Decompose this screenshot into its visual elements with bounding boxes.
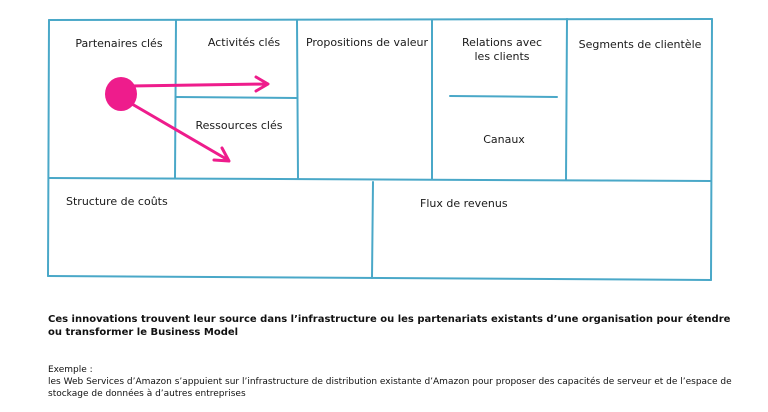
canvas-grid [48, 19, 712, 280]
example-title: Exemple : [48, 365, 93, 375]
divider-activites-ressources [176, 97, 297, 98]
divider-relations-segments [566, 19, 567, 180]
divider-relations-canaux [450, 96, 557, 97]
label-segments-de-clientele: Segments de clientèle [578, 38, 702, 51]
middle-divider-line [49, 178, 711, 181]
frame-right-line [711, 19, 712, 280]
arrow-to-activites [130, 77, 268, 91]
label-structure-de-couts: Structure de coûts [66, 195, 168, 208]
label-activites-cles: Activités clés [207, 36, 281, 49]
frame-top-line [49, 19, 712, 20]
label-canaux: Canaux [483, 133, 525, 146]
frame-left-line [48, 20, 49, 276]
caption-text: Ces innovations trouvent leur source dans l’infrastructure ou les partenariats existants d’une organisation pour étendre ou transformer le Business Model [48, 314, 731, 338]
frame-bottom-line [48, 276, 711, 280]
label-flux-de-revenus: Flux de revenus [420, 197, 508, 210]
label-partenaires-cles: Partenaires clés [75, 37, 163, 50]
highlight-circle [105, 77, 137, 111]
divider-couts-revenus [372, 182, 373, 278]
example-text: les Web Services d’Amazon s’appuient sur l’infrastructure de distribution existante d’Amazon pour proposer des capacités de serveur et de l’espace de stockage de données à d’autres entreprises [48, 377, 732, 399]
label-relations-avec-les-clients: Relations avec les clients [461, 36, 543, 63]
label-ressources-cles: Ressources clés [195, 119, 283, 132]
label-propositions-de-valeur: Propositions de valeur [305, 36, 429, 49]
